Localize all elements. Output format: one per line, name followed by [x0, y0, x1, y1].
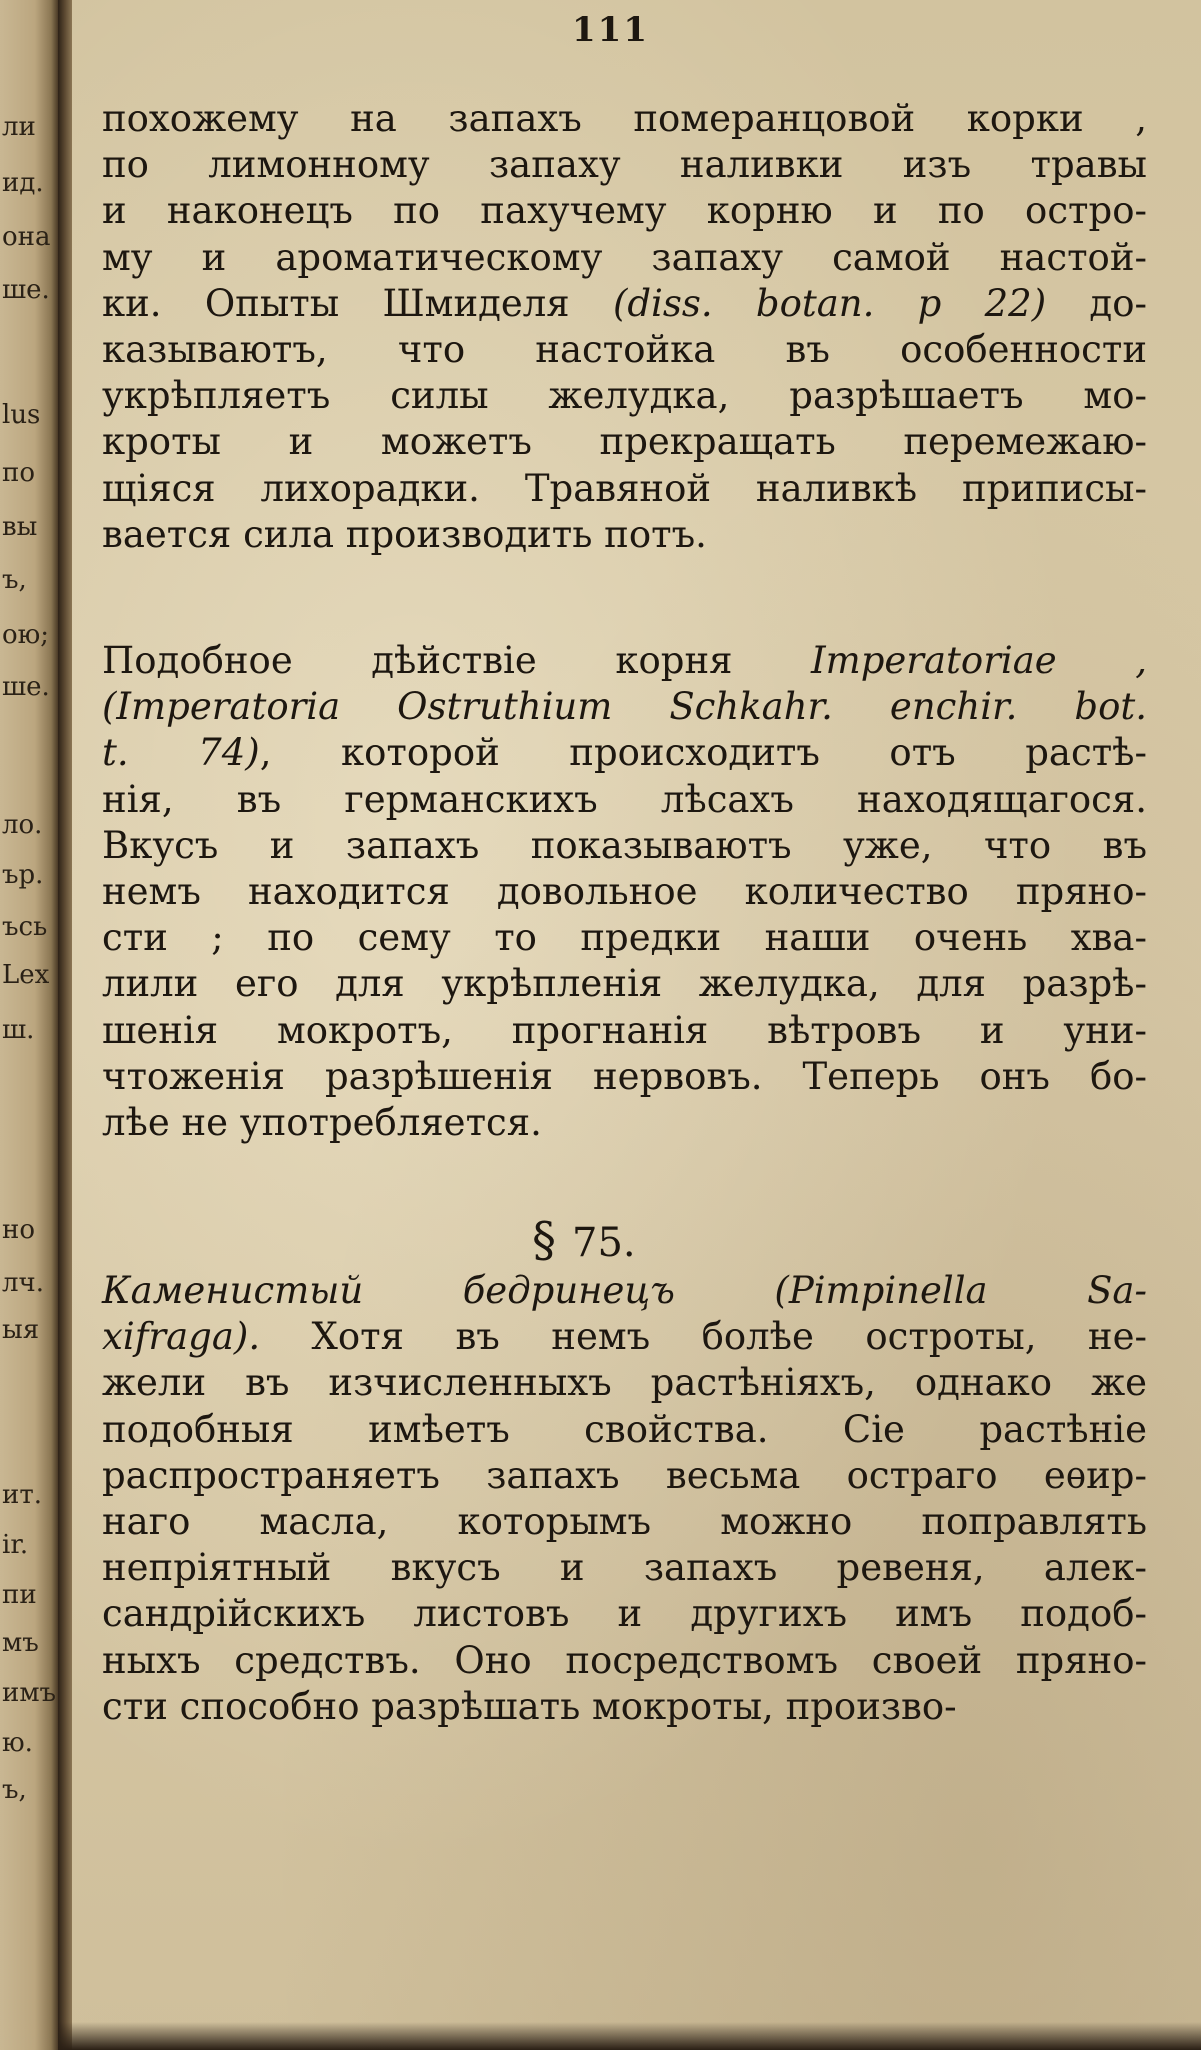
text-line — [102, 1591, 1147, 1637]
text-line — [102, 915, 1147, 961]
text-line — [102, 961, 1147, 1007]
page-bottom-shadow — [58, 2022, 1201, 2050]
text-segment: казываютъ, что настойка въ особенности — [102, 327, 1147, 371]
left-page-fragment: лч. — [2, 1268, 44, 1298]
text-segment: похожему на запахъ померанцовой корки , — [102, 97, 1147, 140]
left-page-fragment: ю. — [2, 1728, 33, 1758]
text-segment: непріятный вкусъ и запахъ ревеня, алек- — [102, 1546, 1147, 1590]
previous-page-edge — [0, 0, 58, 2050]
text-line — [102, 1314, 1147, 1360]
section-heading — [532, 1212, 636, 1268]
text-segment: вается сила производить потъ. — [102, 512, 707, 556]
italic-text: t. 74) — [102, 731, 260, 775]
text-segment: сти ; по сему то предки наши очень хва- — [102, 916, 1147, 960]
text-line — [102, 1100, 1147, 1146]
text-line — [102, 777, 1147, 823]
text-segment: шенія мокротъ, прогнанія вѣтровъ и уни- — [102, 1008, 1147, 1052]
left-page-fragment: ir. — [2, 1530, 29, 1560]
text-line — [102, 373, 1147, 419]
italic-text: Imperatoriae , — [811, 639, 1147, 682]
left-page-fragment: ъ, — [2, 1775, 27, 1805]
text-line — [102, 1684, 1147, 1730]
text-line — [102, 1453, 1147, 1499]
left-page-fragment: ыя — [2, 1315, 40, 1345]
text-segment: укрѣпляетъ силы желудка, разрѣшаетъ мо- — [102, 374, 1147, 418]
italic-text: (diss. botan. p 22) — [612, 281, 1047, 325]
text-segment: и наконецъ по пахучему корню и по остро- — [102, 189, 1147, 233]
text-segment: кроты и можетъ прекращать перемежаю- — [102, 420, 1147, 464]
text-line — [102, 188, 1147, 234]
text-segment: наго масла, которымъ можно поправлять — [102, 1499, 1147, 1543]
left-page-fragment: ит. — [2, 1480, 42, 1510]
text-segment: сандрійскихъ листовъ и другихъ имъ подоб- — [102, 1592, 1147, 1636]
text-line — [102, 638, 1147, 684]
text-segment: Подобное дѣйствіе корня — [102, 639, 812, 682]
paragraph-1 — [102, 96, 1147, 558]
text-line — [102, 869, 1147, 915]
left-page-fragment: по — [2, 458, 35, 488]
text-segment: нія, въ германскихъ лѣсахъ находящагося. — [102, 777, 1147, 821]
left-page-fragment: Lex — [2, 960, 50, 990]
text-line — [102, 1008, 1147, 1054]
book-gutter — [58, 0, 72, 2050]
italic-text: Каменистый бедринецъ (Pimpinella Sa- — [102, 1269, 1147, 1312]
left-page-fragment: ъ, — [2, 565, 27, 595]
text-line — [102, 466, 1147, 512]
left-page-fragment: lus — [2, 400, 41, 430]
text-segment: му и ароматическому запаху самой настой- — [102, 235, 1147, 279]
left-page-fragment: ше. — [2, 672, 50, 702]
text-segment: ки. Опыты Шмиделя — [102, 281, 613, 325]
text-line — [102, 1054, 1147, 1100]
text-line — [102, 1499, 1147, 1545]
left-page-fragment: но — [2, 1215, 35, 1245]
text-segment: Вкусъ и запахъ показываютъ уже, что въ — [102, 823, 1147, 867]
text-line — [102, 96, 1147, 142]
text-line — [102, 327, 1147, 373]
text-segment: лѣе не употребляется. — [102, 1100, 542, 1144]
text-segment: по лимонному запаху наливки изъ травы — [102, 143, 1147, 187]
left-page-fragment: ло. — [2, 810, 43, 840]
text-segment: распространяетъ запахъ весьма остраго еѳир- — [102, 1453, 1147, 1497]
text-segment: ныхъ средствъ. Оно посредствомъ своей пряно- — [102, 1638, 1147, 1682]
paragraph-2 — [102, 638, 1147, 1146]
book-page — [72, 0, 1201, 2050]
text-line — [102, 684, 1147, 730]
text-line — [102, 512, 1147, 558]
text-line — [102, 1407, 1147, 1453]
text-line — [102, 730, 1147, 776]
left-page-fragment: имъ — [2, 1678, 57, 1708]
left-page-fragment: ър. — [2, 860, 44, 890]
section-symbol: § — [532, 1212, 556, 1268]
text-segment: щіяся лихорадки. Травяной наливкѣ приписы- — [102, 466, 1147, 510]
text-segment: подобныя имѣетъ свойства. Сіе растѣніе — [102, 1407, 1147, 1451]
text-segment: лили его для укрѣпленія желудка, для разрѣ- — [102, 962, 1147, 1006]
text-line — [102, 419, 1147, 465]
text-line — [102, 1268, 1147, 1314]
text-segment: чтоженія разрѣшенія нервовъ. Теперь онъ бо- — [102, 1054, 1147, 1098]
left-page-fragment: ид. — [2, 168, 44, 198]
text-line — [102, 1638, 1147, 1684]
left-page-fragment: вы — [2, 512, 38, 542]
text-segment: до- — [1046, 281, 1147, 325]
left-page-fragment: пи — [2, 1580, 37, 1610]
text-segment: сти способно разрѣшать мокроты, произво- — [102, 1684, 957, 1728]
paragraph-3 — [102, 1268, 1147, 1730]
text-segment: Хотя въ немъ болѣе острoты, не- — [260, 1315, 1147, 1359]
text-line — [102, 1360, 1147, 1406]
page-number: 111 — [572, 10, 649, 50]
left-page-fragment: мъ — [2, 1628, 39, 1658]
text-line — [102, 142, 1147, 188]
section-number: 75. — [572, 1220, 636, 1266]
text-segment: немъ находится довольное количество пряно- — [102, 869, 1147, 913]
left-page-fragment: ш. — [2, 1015, 35, 1045]
text-line — [102, 1545, 1147, 1591]
left-page-fragment: она — [2, 222, 51, 252]
left-page-fragment: ъсь — [2, 912, 48, 942]
text-line — [102, 823, 1147, 869]
italic-text: (Imperatoria Ostruthium Schkahr. enchir. bot. — [102, 685, 1147, 729]
left-page-fragment: ли — [2, 112, 36, 142]
text-segment: , которой происходитъ отъ растѣ- — [259, 731, 1147, 775]
text-line — [102, 281, 1147, 327]
text-line — [102, 235, 1147, 281]
left-page-fragment: ою; — [2, 620, 50, 650]
text-segment: жели въ изчисленныхъ растѣніяхъ, однако же — [102, 1361, 1147, 1405]
left-page-fragment: ше. — [2, 275, 50, 305]
italic-text: xifraga). — [102, 1315, 261, 1359]
